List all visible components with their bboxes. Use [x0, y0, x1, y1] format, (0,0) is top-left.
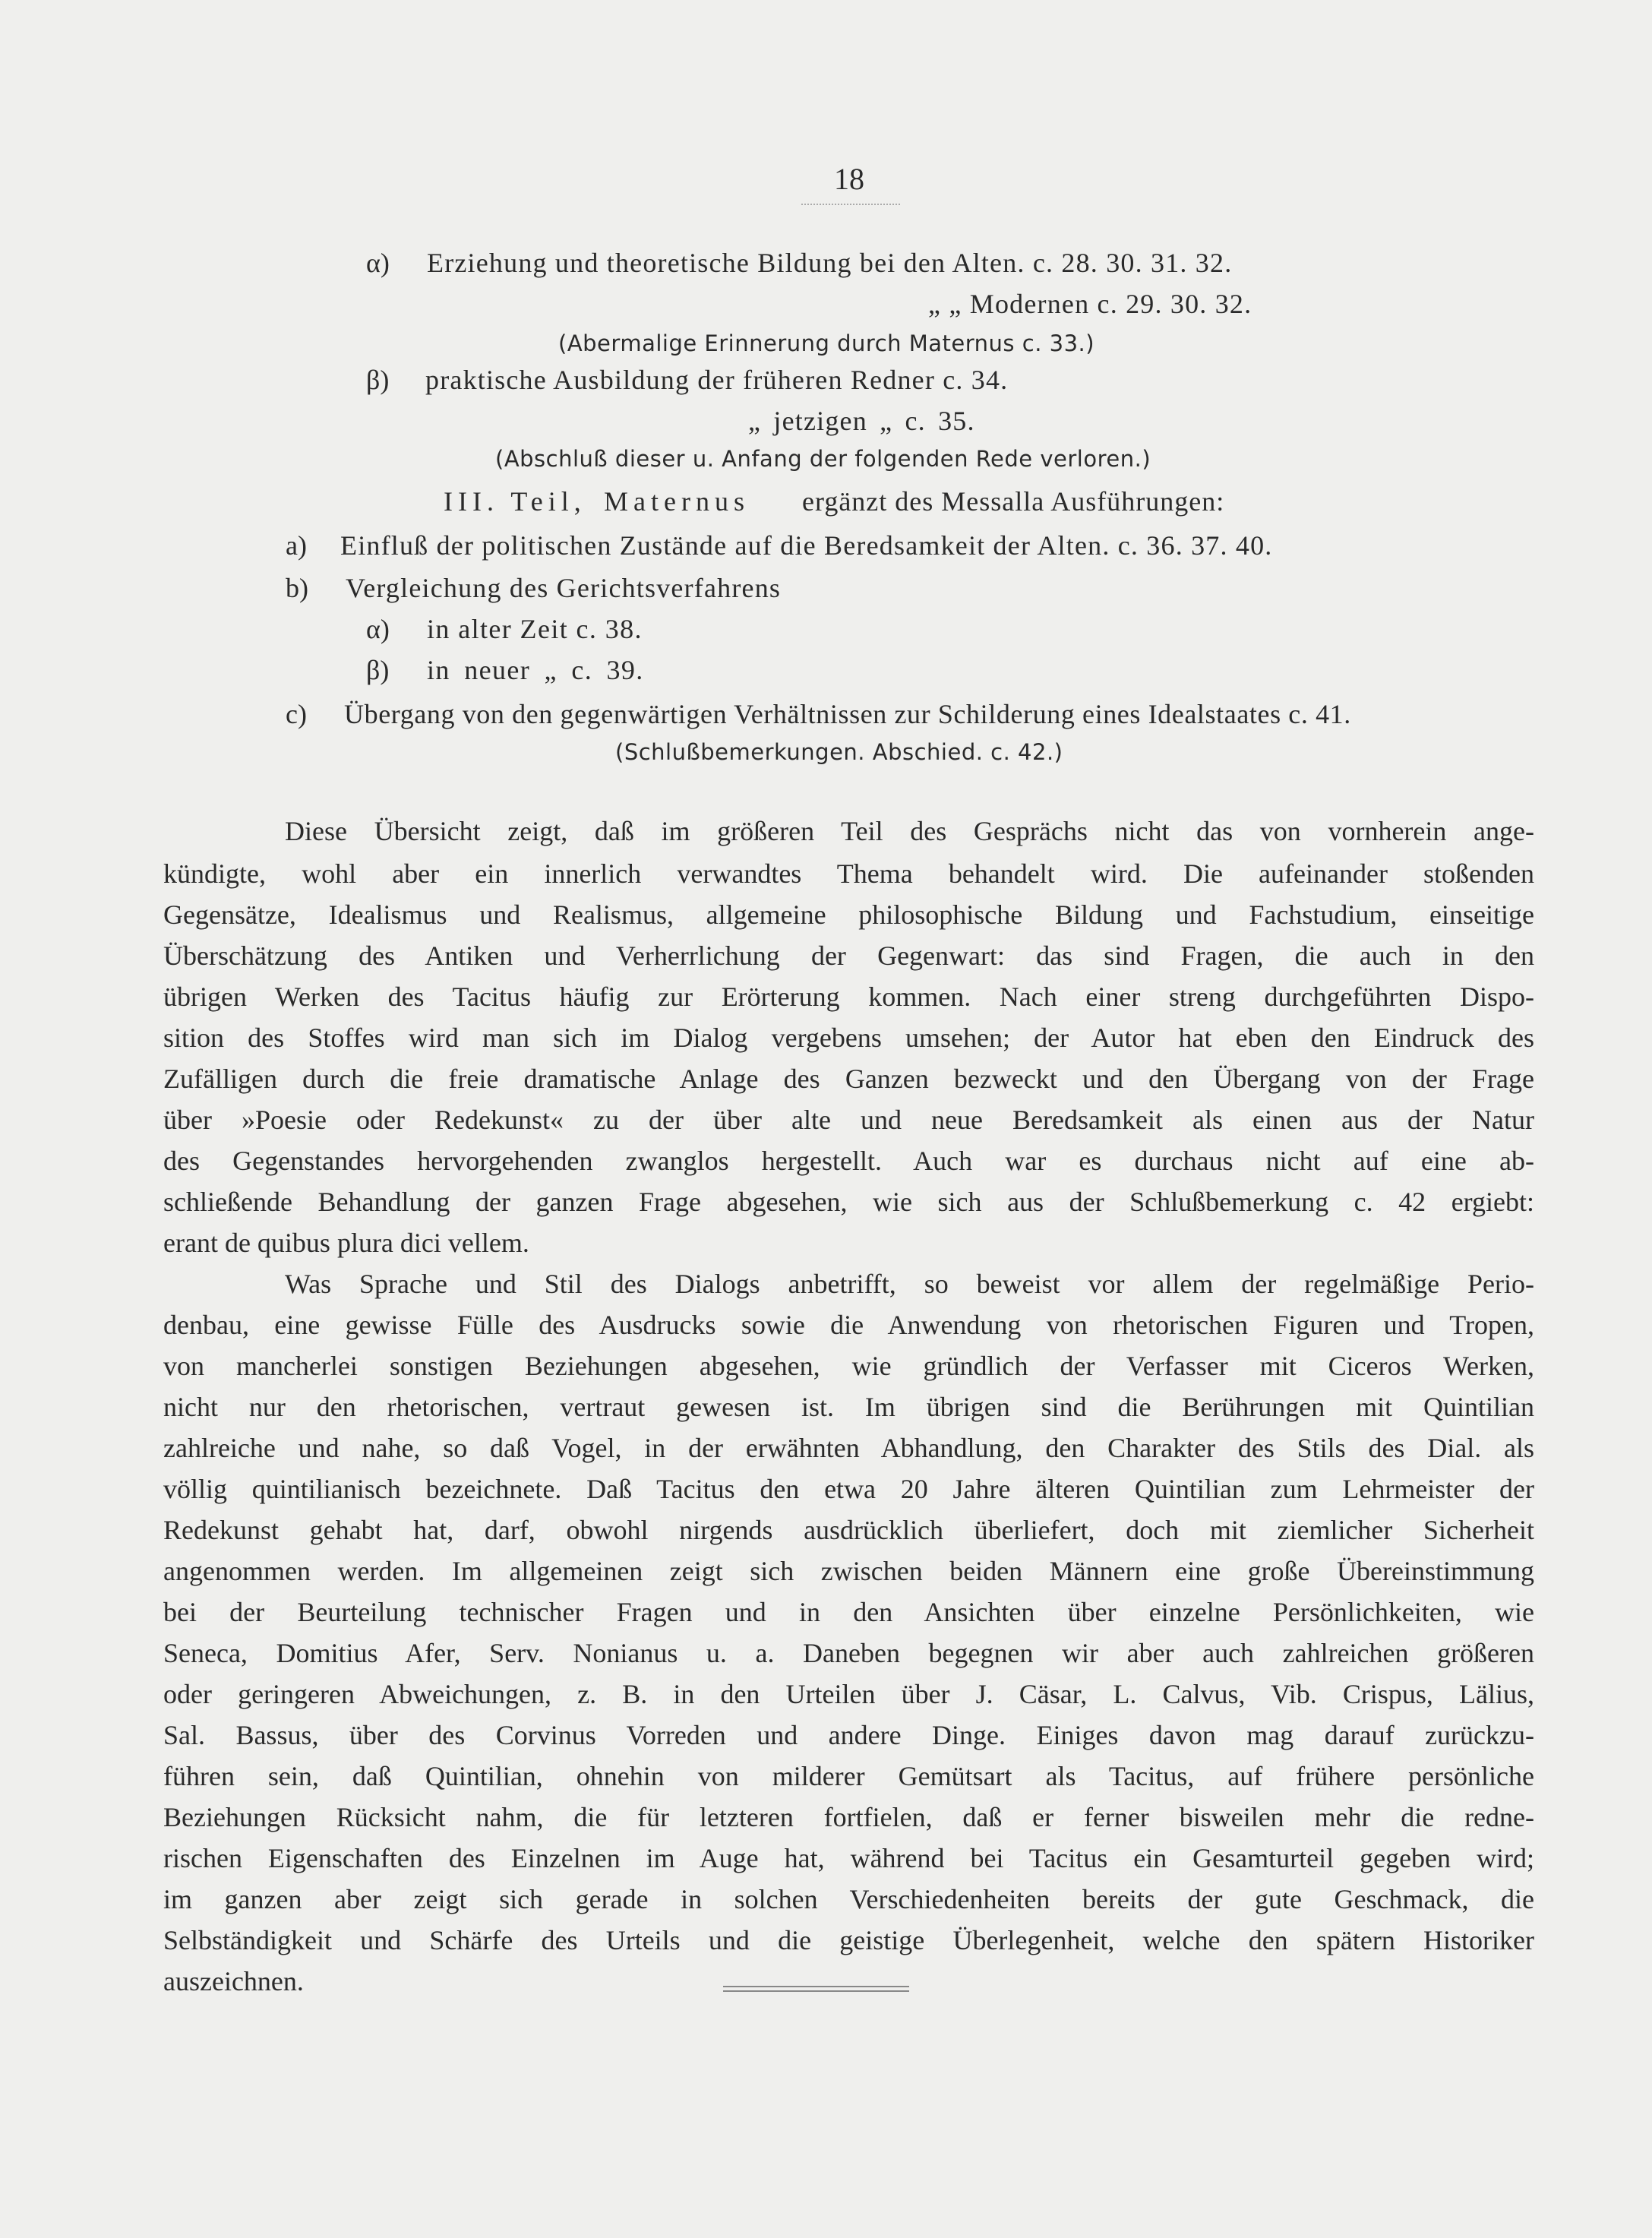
paragraph-1-line: Überschätzung des Antiken und Verherrlichung der Gegenwart: das sind Fragen, die auch in den [163, 940, 1534, 971]
paragraph-2-line: denbau, eine gewisse Fülle des Ausdrucks sowie die Anwendung von rhetorischen Figuren und Tropen, [163, 1310, 1534, 1340]
paragraph-1-line: sition des Stoffes wird man sich im Dialog vergebens umsehen; der Autor hat eben den Eindruck des [163, 1023, 1534, 1053]
paragraph-2-line: völlig quintilianisch bezeichnete. Daß Tacitus den etwa 20 Jahre älteren Quintilian zum Lehrmeister der [163, 1474, 1534, 1504]
paragraph-2-line: Sal. Bassus, über des Corvinus Vorreden und andere Dinge. Einiges davon mag darauf zurückzu- [163, 1720, 1534, 1750]
paragraph-2-line: bei der Beurteilung technischer Fragen und in den Ansichten über einzelne Persönlichkeiten, wie [163, 1597, 1534, 1627]
paragraph-2-line: oder geringeren Abweichungen, z. B. in den Urteilen über J. Cäsar, L. Calvus, Vib. Crispus, Lälius, [163, 1679, 1534, 1709]
paragraph-2-line: Was Sprache und Stil des Dialogs anbetrifft, so beweist vor allem der regelmäßige Perio- [285, 1269, 1534, 1299]
outline-b-alpha-marker: α) [366, 614, 390, 644]
outline-b-label: b) [286, 573, 308, 603]
paragraph-2-line: Redekunst gehabt hat, darf, obwohl nirgends ausdrücklich überliefert, doch mit ziemlicher Sicherheit [163, 1515, 1534, 1545]
outline-a-label: a) [286, 530, 307, 561]
paragraph-2-line: rischen Eigenschaften des Einzelnen im Auge hat, während bei Tacitus ein Gesamturteil gegeben wird; [163, 1843, 1534, 1873]
outline-a-text: Einfluß der politischen Zustände auf die Beredsamkeit der Alten. c. 36. 37. 40. [340, 530, 1273, 561]
paragraph-1-line: Diese Übersicht zeigt, daß im größeren Teil des Gesprächs nicht das von vornherein ange- [285, 816, 1534, 846]
paragraph-1-line: des Gegenstandes hervorgehenden zwanglos hergestellt. Auch war es durchaus nicht auf eine ab- [163, 1146, 1534, 1176]
outline-b-beta-text: in neuer „ c. 39. [427, 655, 644, 685]
outline-b-alpha-text: in alter Zeit c. 38. [427, 614, 643, 644]
part3-rest: ergänzt des Messalla Ausführungen: [802, 486, 1225, 517]
paragraph-2-line: führen sein, daß Quintilian, ohnehin von milderer Gemütsart als Tacitus, auf frühere persönliche [163, 1761, 1534, 1791]
outline-beta-text: praktische Ausbildung der früheren Redner c. 34. [425, 365, 1009, 395]
part3-name: Maternus [604, 486, 750, 517]
paragraph-1-line: kündigte, wohl aber ein innerlich verwandtes Thema behandelt wird. Die aufeinander stoßenden [163, 858, 1534, 889]
outline-b-text: Vergleichung des Gerichtsverfahrens [346, 573, 782, 603]
outline-c-label: c) [286, 699, 307, 729]
paragraph-2-line: auszeichnen. [163, 1966, 304, 1996]
paragraph-1-line: über »Poesie oder Redekunst« zu der über alte und neue Beredsamkeit als einen aus der Natur [163, 1105, 1534, 1135]
paragraph-2-line: angenommen werden. Im allgemeinen zeigt sich zwischen beiden Männern eine große Übereinstimmung [163, 1556, 1534, 1586]
paragraph-2-line: von mancherlei sonstigen Beziehungen abgesehen, wie gründlich der Verfasser mit Ciceros Werken, [163, 1351, 1534, 1381]
page-number-flourish [801, 204, 900, 205]
end-rule-top [723, 1986, 909, 1987]
paragraph-2-line: Selbständigkeit und Schärfe des Urteils und die geistige Überlegenheit, welche den spätern Historiker [163, 1925, 1534, 1955]
part3-label: III. Teil, [444, 486, 586, 517]
outline-beta-ditto: „ jetzigen „ c. 35. [748, 406, 975, 436]
paragraph-1-line: Zufälligen durch die freie dramatische Anlage des Ganzen bezweckt und den Übergang von der Frage [163, 1064, 1534, 1094]
paragraph-2-line: im ganzen aber zeigt sich gerade in solchen Verschiedenheiten bereits der gute Geschmack, die [163, 1884, 1534, 1914]
outline-alpha-text: Erziehung und theoretische Bildung bei den Alten. c. 28. 30. 31. 32. [427, 248, 1233, 278]
paragraph-1-line: Gegensätze, Idealismus und Realismus, allgemeine philosophische Bildung und Fachstudium, einseitige [163, 899, 1534, 930]
outline-c-text: Übergang von den gegenwärtigen Verhältnissen zur Schilderung eines Idealstaates c. 41. [344, 699, 1351, 729]
paragraph-2-line: zahlreiche und nahe, so daß Vogel, in der erwähnten Abhandlung, den Charakter des Stils des Dial. als [163, 1433, 1534, 1463]
paragraph-1-line: schließende Behandlung der ganzen Frage abgesehen, wie sich aus der Schlußbemerkung c. 42 ergiebt: [163, 1187, 1534, 1217]
outline-beta-note: (Abschluß dieser u. Anfang der folgenden Rede verloren.) [495, 446, 1151, 472]
page-number: 18 [834, 162, 864, 196]
outline-alpha-ditto: „ „ Modernen c. 29. 30. 32. [928, 289, 1252, 319]
outline-c-note: (Schlußbemerkungen. Abschied. c. 42.) [615, 739, 1063, 765]
paragraph-1-line: übrigen Werken des Tacitus häufig zur Erörterung kommen. Nach einer streng durchgeführten Dispo- [163, 981, 1534, 1012]
outline-beta-marker: β) [366, 365, 390, 395]
outline-alpha-note: (Abermalige Erinnerung durch Maternus c. 33.) [558, 330, 1095, 356]
paragraph-1-line: erant de quibus plura dici vellem. [163, 1228, 529, 1258]
outline-alpha-marker: α) [366, 248, 390, 278]
end-rule-bottom [723, 1990, 909, 1992]
paragraph-2-line: Beziehungen Rücksicht nahm, die für letzteren fortfielen, daß er ferner bisweilen mehr die redne- [163, 1802, 1534, 1832]
outline-b-beta-marker: β) [366, 655, 390, 685]
paragraph-2-line: nicht nur den rhetorischen, vertraut gewesen ist. Im übrigen sind die Berührungen mit Quintilian [163, 1392, 1534, 1422]
paragraph-2-line: Seneca, Domitius Afer, Serv. Nonianus u. a. Daneben begegnen wir aber auch zahlreichen größeren [163, 1638, 1534, 1668]
